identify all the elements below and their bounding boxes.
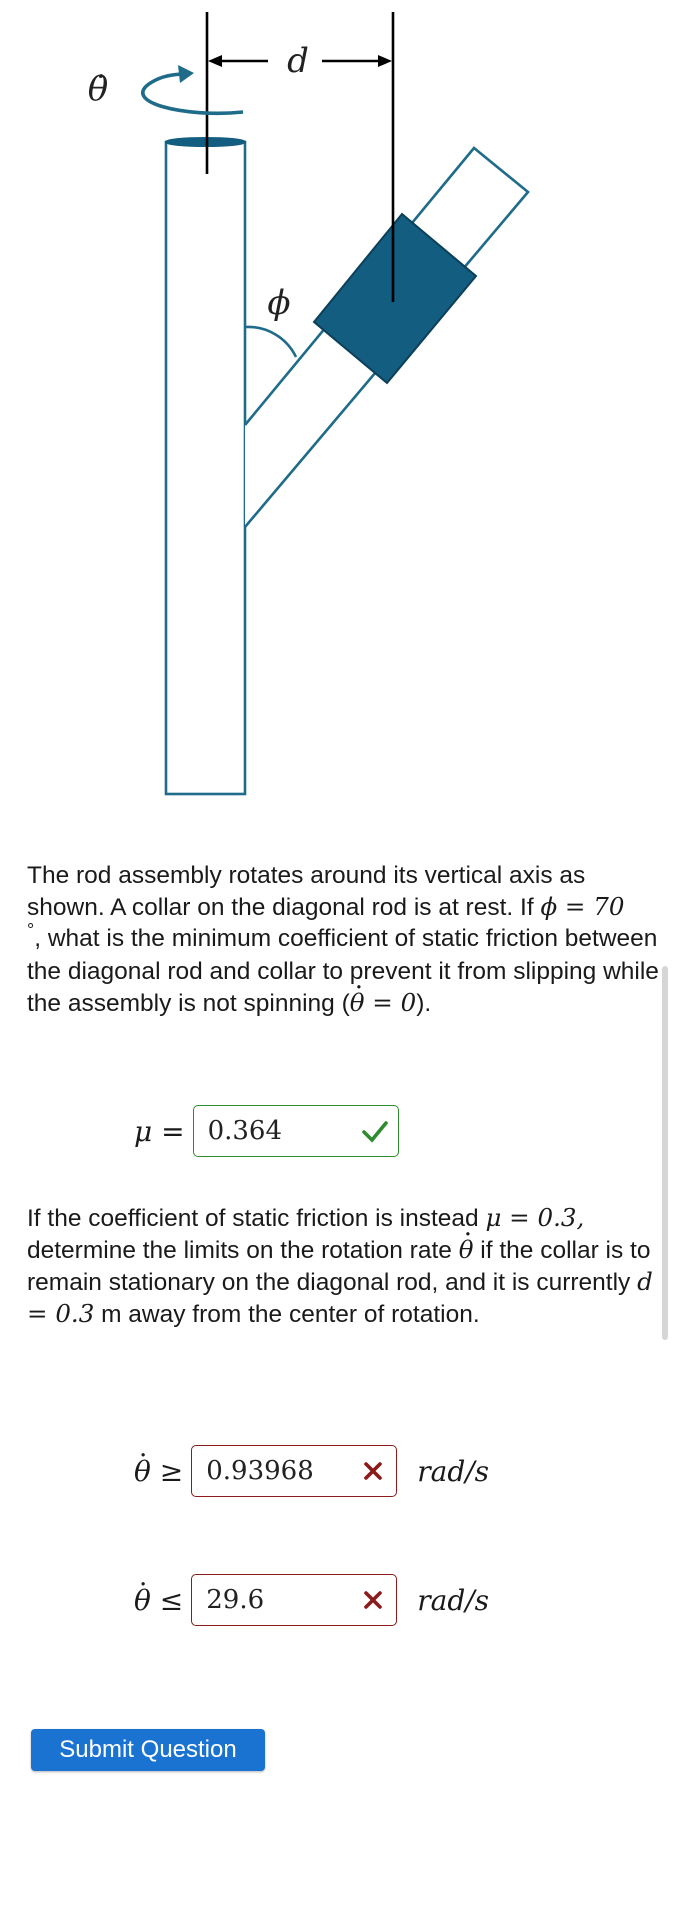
answer-2-input[interactable]	[191, 1445, 397, 1497]
answer-1-value: 0.364	[207, 1116, 283, 1146]
answer-2-row	[134, 1445, 489, 1497]
q2-text-c: if the collar is to remain stationary on the diagonal rod, and it is currently	[27, 1237, 651, 1296]
vertical-rod	[166, 142, 245, 794]
q1-phi-equation: ϕ = 70	[540, 892, 625, 921]
scrollbar[interactable]	[662, 966, 668, 1340]
answer-3-input[interactable]	[191, 1574, 397, 1626]
q2-text-d: m away from the center of rotation.	[94, 1301, 480, 1328]
rotation-arrow	[143, 74, 243, 113]
rotation-arrowhead	[178, 65, 194, 83]
theta-dot-lower-label: . θ ≥	[134, 1455, 183, 1488]
question-1-text	[27, 860, 663, 1019]
q2-mu-equation: μ = 0.3,	[485, 1203, 585, 1232]
check-icon	[358, 1114, 392, 1148]
q2-d-equation: d = 0.3	[27, 1267, 653, 1328]
q1-theta-equation: . θ = 0	[350, 987, 416, 1018]
question-2-text	[27, 1202, 663, 1330]
q1-text-a: The rod assembly rotates around its vertical axis as shown. A collar on the diagonal rod is at rest. If	[27, 862, 586, 921]
answer-3-unit: rad/s	[417, 1583, 490, 1617]
q1-text-c: ).	[416, 990, 432, 1017]
rod-assembly-figure	[0, 0, 687, 820]
theta-dot-upper-label: . θ ≤	[134, 1584, 183, 1617]
answer-3-row	[134, 1574, 489, 1626]
d-label: d	[287, 41, 309, 81]
answer-2-unit: rad/s	[417, 1454, 490, 1488]
phi-angle-arc	[245, 327, 296, 357]
q2-text-a: If the coefficient of static friction is instead	[27, 1205, 486, 1232]
q1-degree: °	[27, 920, 35, 940]
d-arrowhead-left	[208, 55, 222, 67]
phi-label: ϕ	[267, 283, 291, 323]
q1-text-b: , what is the minimum coefficient of static friction between the diagonal rod and collar to prevent it from slipping while the assembly is not spinning (	[27, 925, 659, 1017]
d-arrowhead-right	[378, 55, 392, 67]
cross-icon	[356, 1454, 390, 1488]
submit-question-button[interactable]: Submit Question	[31, 1729, 265, 1771]
cross-icon	[356, 1583, 390, 1617]
q2-text-b: determine the limits on the rotation rate	[27, 1237, 459, 1264]
mu-label: μ =	[134, 1114, 185, 1148]
answer-3-value: 29.6	[206, 1585, 265, 1615]
answer-1-row	[134, 1105, 399, 1157]
answer-1-input[interactable]	[193, 1105, 399, 1157]
theta-dot-label: θ̇	[87, 69, 109, 109]
rod-top-cap	[166, 138, 245, 146]
q2-theta-symbol: . θ	[459, 1234, 474, 1265]
answer-2-value: 0.93968	[206, 1456, 314, 1486]
